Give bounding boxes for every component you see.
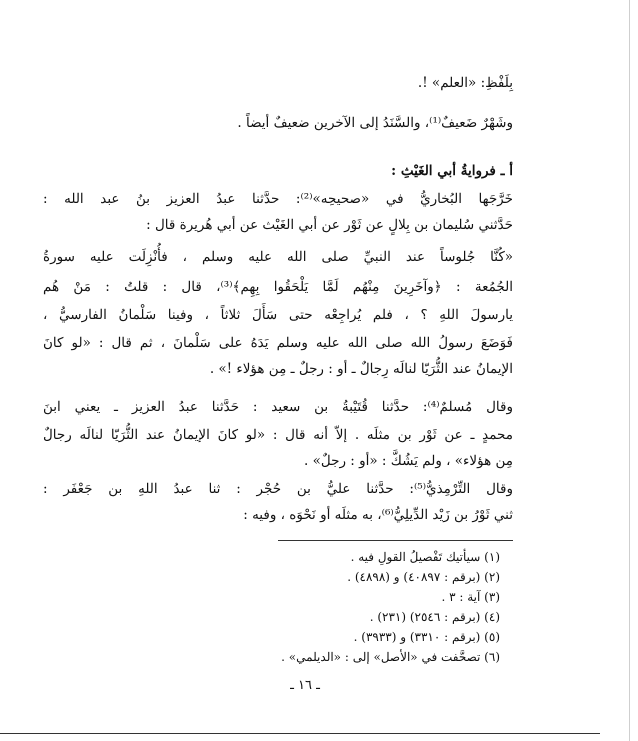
text-line-11: محمدٍ ـ عن ثَوْر بن مثلَه . إلاّ أنه قال : «لو كانَ الإيمانُ عند الثُّرَيّا لنالَه رجالٌ	[43, 427, 513, 443]
text-line-14: ثني ثَوْرُ بن زَيْد الدِّيلِيُّ⁽⁶⁾، به مثلَه أو نَحْوَه ، وفيه :	[243, 507, 513, 523]
text-line-9: الإيمانُ عند الثُّرَيّا لنالَه رِجالٌ ـ أو : رجلٌ ـ مِن هؤلاء !» .	[209, 361, 513, 377]
text-line-3: خَرَّجَها البُخاريُّ في «صحيحِه»⁽²⁾: حدَّثنا عبدُ العزيز بنُ عبد الله :	[43, 191, 513, 207]
bottom-border-line	[0, 733, 600, 734]
footnote-1: (١) سيأتيك تَفْصيلُ القولِ فيه .	[350, 550, 500, 564]
text-line-6: الجُمُعة : ﴿وآخَرِينَ مِنْهُم لَمَّا يَلْحَقُوا بِهِم﴾⁽³⁾، قال : قلتُ : مَنْ هُم	[43, 279, 513, 295]
text-line-13: وقال التِّرْمِذيُّ⁽⁵⁾: حدَّثنا عليُّ بن حُجْر : ثنا عبدُ اللهِ بن جَعْفَر :	[43, 481, 513, 497]
text-line-1: بِلَفْظِ: «العلم» !.	[417, 75, 513, 91]
text-line-5: «كُنَّا جُلوساً عند النبيِّ صلى الله عليه وسلم ، فأُنْزِلَت عليه سورةُ	[43, 249, 513, 265]
section-heading: أ ـ فروايةُ أبي الغَيْثِ :	[391, 163, 513, 179]
footnote-2: (٢) (برقم : ٤٠٨٩٧) و (٤٨٩٨) .	[347, 570, 500, 584]
footnote-3: (٣) آية : ٣ .	[441, 590, 500, 604]
text-line-4: حَدَّثني سُليمان بن بِلالٍ عن ثَوْر عن أبي الغَيْث عن أبي هُريرة قال :	[146, 217, 513, 233]
text-line-12: مِن هؤلاء» ، ولم يَشُكَّ : «أو : رجلٌ» .	[304, 453, 513, 469]
footnote-5: (٥) (برقم : ٣٣١٠) و (٣٩٣٣) .	[353, 630, 500, 644]
footnote-6: (٦) تصحَّفت في «الأصل» إلى : «الديلمي» .	[281, 650, 500, 664]
text-line-8: فَوَضَعَ رسولُ الله صلى الله عليه وسلم يَدَهُ على سَلْمانَ ، ثم قال : «لو كانَ	[43, 335, 513, 351]
page-number: ـ ١٦ ـ	[290, 678, 320, 693]
text-line-10: وقال مُسلمٌ⁽⁴⁾: حدَّثنا قُتَيْبةُ بن سعيد : حَدَّثنا عبدُ العزيز ـ يعني ابنَ	[43, 399, 513, 415]
text-line-2: وشَهْرٌ ضَعيفٌ⁽¹⁾، والسَّنَدُ إلى الآخرين ضعيفٌ أيضاً .	[237, 115, 513, 131]
footnote-separator	[278, 540, 513, 541]
page-edge	[629, 0, 630, 741]
text-line-7: يارسولَ اللهِ ؟ ، فلم يُراجِعْه حتى سَأَلَ ثلاثاً ، وفينا سَلْمانُ الفارسيُّ ،	[43, 307, 513, 323]
footnote-4: (٤) (برقم : ٢٥٤٦) (٢٣١) .	[369, 610, 500, 624]
